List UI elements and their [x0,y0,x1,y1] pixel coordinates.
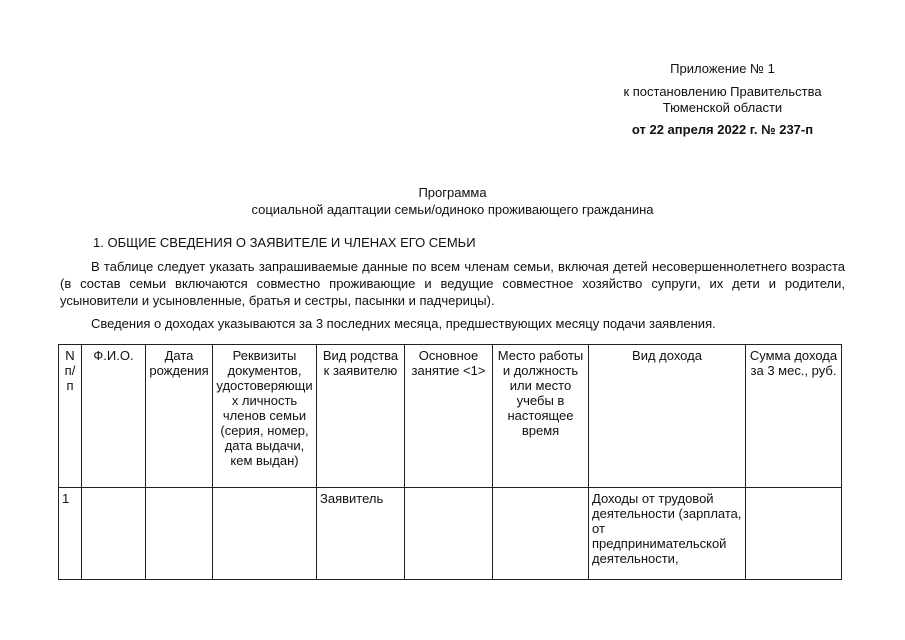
header-cell-fullname: Ф.И.О. [82,345,146,488]
cell-relation: Заявитель [317,488,405,580]
annex-resolution: к постановлению Правительства Тюменской области [623,84,822,115]
instructions-paragraph: В таблице следует указать запрашиваемые данные по всем членам семьи, включая детей несовершеннолетнего возраста (в состав семьи включаются совместно проживающие и ведущие совместное хозяйство супруги, их дети и родители, усыновители и усыновленные, братья и сестры, пасынки и падчерицы). [60,259,845,308]
cell-fullname [82,488,146,580]
table-header-row [59,345,842,488]
header-cell-number: N п/п [59,345,82,488]
program-title [60,184,845,218]
header-cell-income-sum: Сумма дохода за 3 мес., руб. [746,345,842,488]
cell-id-documents [213,488,317,580]
cell-occupation [405,488,493,580]
header-cell-workplace: Место работы и должность или место учебы в настоящее время [493,345,589,488]
annex-title: Приложение № 1 [670,61,775,76]
program-title-line1: Программа [418,185,487,200]
income-note-paragraph: Сведения о доходах указываются за 3 последних месяца, предшествующих месяцу подачи заявления. [91,316,716,331]
annex-date-number: от 22 апреля 2022 г. № 237-п [631,122,814,137]
section-heading: 1. ОБЩИЕ СВЕДЕНИЯ О ЗАЯВИТЕЛЕ И ЧЛЕНАХ ЕГО СЕМЬИ [93,235,476,250]
family-members-table [58,344,842,580]
header-cell-relation: Вид родства к заявителю [317,345,405,488]
program-title-line2: социальной адаптации семьи/одиноко проживающего гражданина [251,202,654,217]
header-cell-birthdate: Дата рождения [146,345,213,488]
header-cell-id-documents: Реквизиты документов, удостоверяющих личность членов семьи (серия, номер, дата выдачи, кем выдан) [213,345,317,488]
cell-number: 1 [59,488,82,580]
header-cell-occupation: Основное занятие <1> [405,345,493,488]
header-cell-income-type: Вид дохода [589,345,746,488]
cell-income-sum [746,488,842,580]
cell-workplace [493,488,589,580]
cell-income-type: Доходы от трудовой деятельности (зарплата, от предпринимательской деятельности, [589,488,746,580]
table-row [59,488,842,580]
cell-birthdate [146,488,213,580]
